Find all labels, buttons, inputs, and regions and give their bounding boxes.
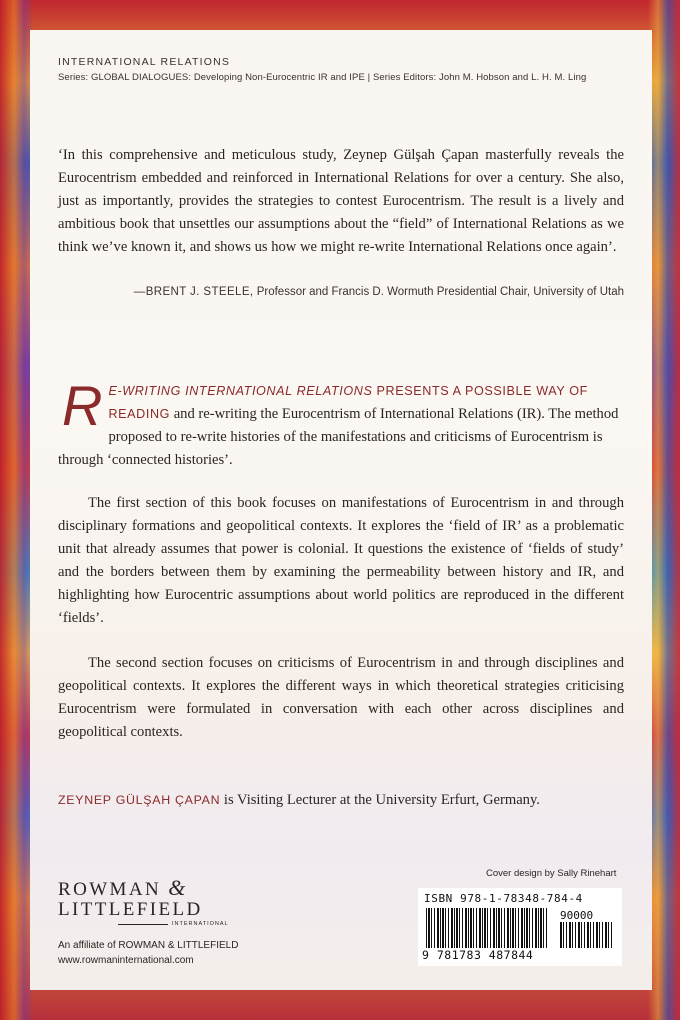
back-cover-panel (30, 30, 652, 990)
logo-ampersand: & (168, 875, 188, 900)
book-title-lead: E-WRITING INTERNATIONAL RELATIONS (108, 384, 373, 398)
publisher-website[interactable]: www.rowmaninternational.com (58, 955, 194, 966)
endorsement-quote: ‘In this comprehensive and meticulous study, Zeynep Gülşah Çapan masterfully reveals the Eurocentrism embedded and reinforced in International Relations for over a century. She also, just as importantly, provides the strategies to contest Eurocentrism. The result is a lively and ambitious book that unsettles our assumptions about the “field” of International Relations as we think we’ve known it, and shows us how we might re-write International Relations once again’. (58, 147, 624, 255)
logo-littlefield: LITTLEFIELD (58, 899, 203, 920)
author-bio (58, 792, 540, 809)
price-code: 90000 (560, 909, 594, 922)
price-bars (560, 922, 614, 948)
lead-rest: PRESENTS A POSSIBLE WAY OF READING (108, 384, 588, 421)
endorsement-attribution (58, 286, 624, 298)
logo-rowman: ROWMAN (58, 879, 162, 900)
drop-cap: R (62, 374, 103, 437)
author-name: ZEYNEP GÜLŞAH ÇAPAN (58, 793, 221, 807)
publisher-logo (58, 875, 229, 927)
series-info: Series: GLOBAL DIALOGUES: Developing Non-Eurocentric IR and IPE | Series Editors: John M. Hobson and L. H. M. Ling (58, 72, 587, 83)
publisher-affiliate (58, 938, 238, 968)
logo-international-text: INTERNATIONAL (172, 921, 229, 927)
endorser-title: Professor and Francis D. Wormuth Presidential Chair, University of Utah (256, 286, 624, 298)
ean-bars (426, 908, 548, 948)
series-subject: INTERNATIONAL RELATIONS (58, 56, 231, 68)
book-description (58, 374, 624, 472)
cover-credit: Cover design by Sally Rinehart (486, 868, 617, 879)
paragraph-first-section: The first section of this book focuses on manifestations of Eurocentrism in and through disciplinary formations and geopolitical contexts. It explores the ‘field of IR’ as a problematic unit that already assumes that power is colonial. It questions the existence of ‘fields of study’ and the borders between them by examining the permeability between history and IR, and highlighting how Eurocentric assumptions about world politics are reproduced in the different ‘fields’. (58, 495, 624, 626)
description-body: and re-writing the Eurocentrism of International Relations (IR). The method proposed to re-write histories of the manifestations and criticisms of Eurocentrism is through ‘connected histories’. (58, 406, 619, 468)
series-header (58, 56, 586, 83)
logo-rule (118, 924, 168, 925)
author-bio-text: is Visiting Lecturer at the University Erfurt, Germany. (220, 792, 540, 808)
affiliate-text: An affiliate of ROWMAN & LITTLEFIELD (58, 940, 239, 951)
isbn-label: ISBN 978-1-78348-784-4 (424, 892, 583, 905)
endorser-name: —BRENT J. STEELE, (133, 286, 254, 298)
ean-number: 9 781783 487844 (422, 948, 534, 962)
paragraph-second-section: The second section focuses on criticisms of Eurocentrism in and through disciplines and geopolitical contexts. It explores the different ways in which theoretical strategies criticising Eurocentrism were formulated in conversation with each other across disciplines and geopolitical contexts. (58, 655, 624, 740)
barcode (418, 888, 622, 966)
logo-international (118, 921, 229, 927)
